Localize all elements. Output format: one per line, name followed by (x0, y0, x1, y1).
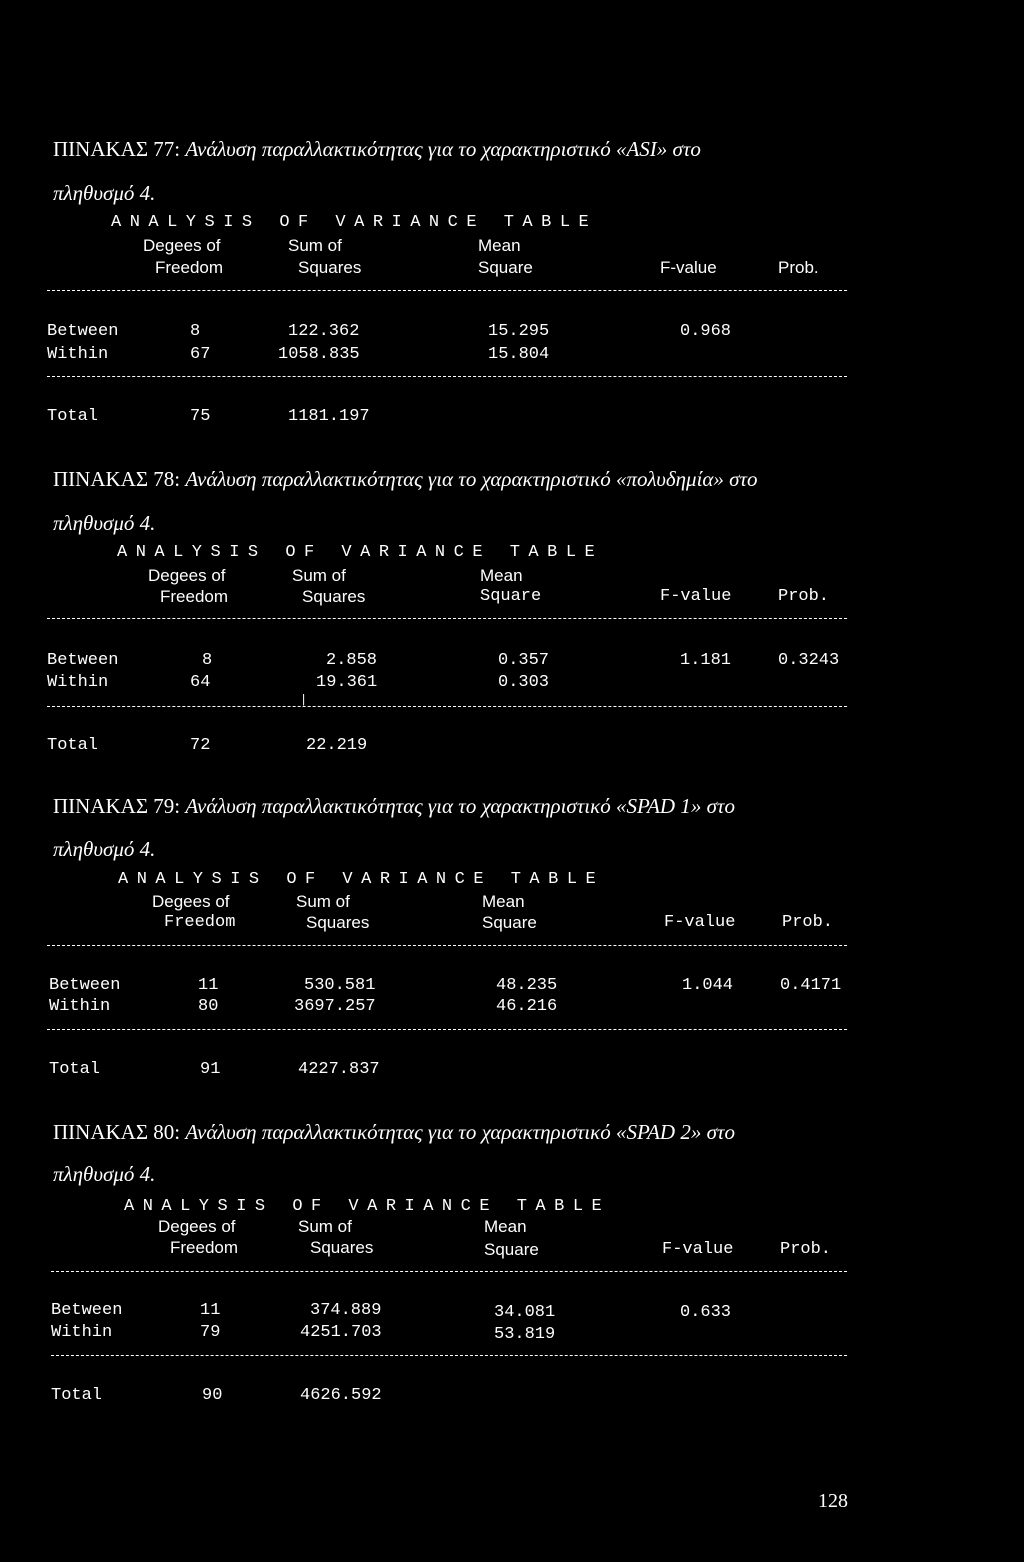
table-description: Ανάλυση παραλλακτικότητας για το χαρακτηριστικό «SPAD 1» στο (185, 794, 735, 818)
row-ss: 530.581 (304, 976, 376, 995)
col-f-value-label: F-value (660, 587, 732, 606)
col-prob-label: Prob. (778, 587, 830, 606)
row-df: 80 (198, 997, 219, 1016)
total-df: 72 (190, 736, 211, 755)
row-df: 11 (198, 976, 219, 995)
col-degrees-label: Degees of (143, 236, 221, 255)
row-source: Between (47, 651, 119, 670)
col-f-value-label: F-value (664, 913, 736, 932)
row-source: Within (47, 345, 109, 364)
row-ms: 48.235 (496, 976, 558, 995)
col-sum-label: Sum of (292, 566, 346, 585)
row-f: 0.968 (680, 322, 732, 341)
total-label: Total (49, 1060, 101, 1079)
row-ms: 53.819 (494, 1325, 556, 1344)
col-mean-label: Mean (484, 1217, 527, 1236)
col-freedom-label: Freedom (170, 1238, 239, 1257)
col-mean-label: Mean (482, 892, 525, 911)
row-source: Within (51, 1323, 113, 1342)
table-label: ΠΙΝΑΚΑΣ 78: (53, 467, 181, 491)
divider (47, 1029, 847, 1030)
col-freedom-label: Freedom (155, 258, 224, 277)
col-mean-label: Mean (480, 566, 523, 585)
table-description-cont: πληθυσμό 4. (53, 1162, 156, 1186)
divider (51, 1271, 847, 1272)
table-label: ΠΙΝΑΚΑΣ 77: (53, 137, 181, 161)
total-ss: 4626.592 (300, 1386, 382, 1405)
row-df: 79 (200, 1323, 221, 1342)
row-source: Within (47, 673, 109, 692)
row-ms: 0.303 (498, 673, 550, 692)
row-df: 11 (200, 1301, 221, 1320)
row-ss: 1058.835 (278, 345, 360, 364)
page-number: 128 (818, 1490, 848, 1512)
row-ss: 374.889 (310, 1301, 382, 1320)
table-caption (53, 785, 953, 828)
row-source: Between (49, 976, 121, 995)
col-squares-label: Squares (310, 1238, 374, 1257)
row-source: Within (49, 997, 111, 1016)
total-ss: 4227.837 (298, 1060, 380, 1079)
table-description-cont: πληθυσμό 4. (53, 511, 156, 535)
col-squares-label: Squares (298, 258, 362, 277)
row-p: 0.3243 (778, 651, 840, 670)
col-square-label: Square (484, 1240, 539, 1259)
table-label: ΠΙΝΑΚΑΣ 79: (53, 794, 181, 818)
row-source: Between (51, 1301, 123, 1320)
table-description: Ανάλυση παραλλακτικότητας για το χαρακτηριστικό «SPAD 2» στο (185, 1120, 735, 1144)
col-degrees-label: Degees of (158, 1217, 236, 1236)
total-label: Total (47, 736, 99, 755)
col-prob-label: Prob. (780, 1240, 832, 1259)
col-degrees-label: Degees of (148, 566, 226, 585)
col-square-label: Square (478, 258, 533, 277)
col-prob-label: Prob. (782, 913, 834, 932)
col-f-value-label: F-value (660, 258, 717, 277)
table-description-cont: πληθυσμό 4. (53, 181, 156, 205)
divider (47, 376, 847, 377)
row-source: Between (47, 322, 119, 341)
row-df: 67 (190, 345, 211, 364)
anova-heading: ANALYSIS OF VARIANCE TABLE (111, 213, 598, 232)
table-caption (53, 1111, 953, 1154)
row-p: 0.4171 (780, 976, 842, 995)
row-f: 0.633 (680, 1303, 732, 1322)
divider (47, 290, 847, 291)
row-ss: 122.362 (288, 322, 360, 341)
divider (47, 618, 847, 619)
row-ss: 4251.703 (300, 1323, 382, 1342)
total-ss: 1181.197 (288, 407, 370, 426)
row-ms: 34.081 (494, 1303, 556, 1322)
row-ms: 15.804 (488, 345, 550, 364)
row-ss: 3697.257 (294, 997, 376, 1016)
col-f-value-label: F-value (662, 1240, 734, 1259)
row-ms: 15.295 (488, 322, 550, 341)
table-caption (53, 458, 953, 501)
row-df: 8 (190, 322, 201, 341)
anova-heading: ANALYSIS OF VARIANCE TABLE (118, 870, 605, 889)
col-squares-label: Squares (302, 587, 366, 606)
divider (51, 1355, 847, 1356)
table-description-cont: πληθυσμό 4. (53, 837, 156, 861)
row-ss: 2.858 (326, 651, 378, 670)
total-label: Total (51, 1386, 103, 1405)
col-mean-label: Mean (478, 236, 521, 255)
total-ss: 22.219 (306, 736, 368, 755)
col-prob-label: Prob. (778, 258, 819, 277)
col-sum-label: Sum of (296, 892, 350, 911)
row-df: 64 (190, 673, 211, 692)
total-label: Total (47, 407, 99, 426)
col-freedom-label: Freedom (160, 587, 229, 606)
row-ms: 0.357 (498, 651, 550, 670)
col-square-label: Square (480, 587, 542, 606)
col-degrees-label: Degees of (152, 892, 230, 911)
table-description: Ανάλυση παραλλακτικότητας για το χαρακτηριστικό «πολυδημία» στο (185, 467, 758, 491)
divider (47, 945, 847, 946)
col-square-label: Square (482, 913, 537, 932)
total-df: 91 (200, 1060, 221, 1079)
total-df: 75 (190, 407, 211, 426)
col-sum-label: Sum of (288, 236, 342, 255)
rule-tick-mark: | (300, 693, 308, 707)
row-ms: 46.216 (496, 997, 558, 1016)
row-f: 1.044 (682, 976, 734, 995)
anova-heading: ANALYSIS OF VARIANCE TABLE (117, 543, 604, 562)
table-caption (53, 128, 953, 171)
total-df: 90 (202, 1386, 223, 1405)
row-df: 8 (202, 651, 213, 670)
row-f: 1.181 (680, 651, 732, 670)
row-ss: 19.361 (316, 673, 378, 692)
table-description: Ανάλυση παραλλακτικότητας για το χαρακτηριστικό «ASI» στο (185, 137, 701, 161)
col-squares-label: Squares (306, 913, 370, 932)
col-freedom-label: Freedom (164, 913, 236, 932)
divider (47, 706, 847, 707)
anova-heading: ANALYSIS OF VARIANCE TABLE (124, 1197, 611, 1216)
col-sum-label: Sum of (298, 1217, 352, 1236)
table-label: ΠΙΝΑΚΑΣ 80: (53, 1120, 181, 1144)
